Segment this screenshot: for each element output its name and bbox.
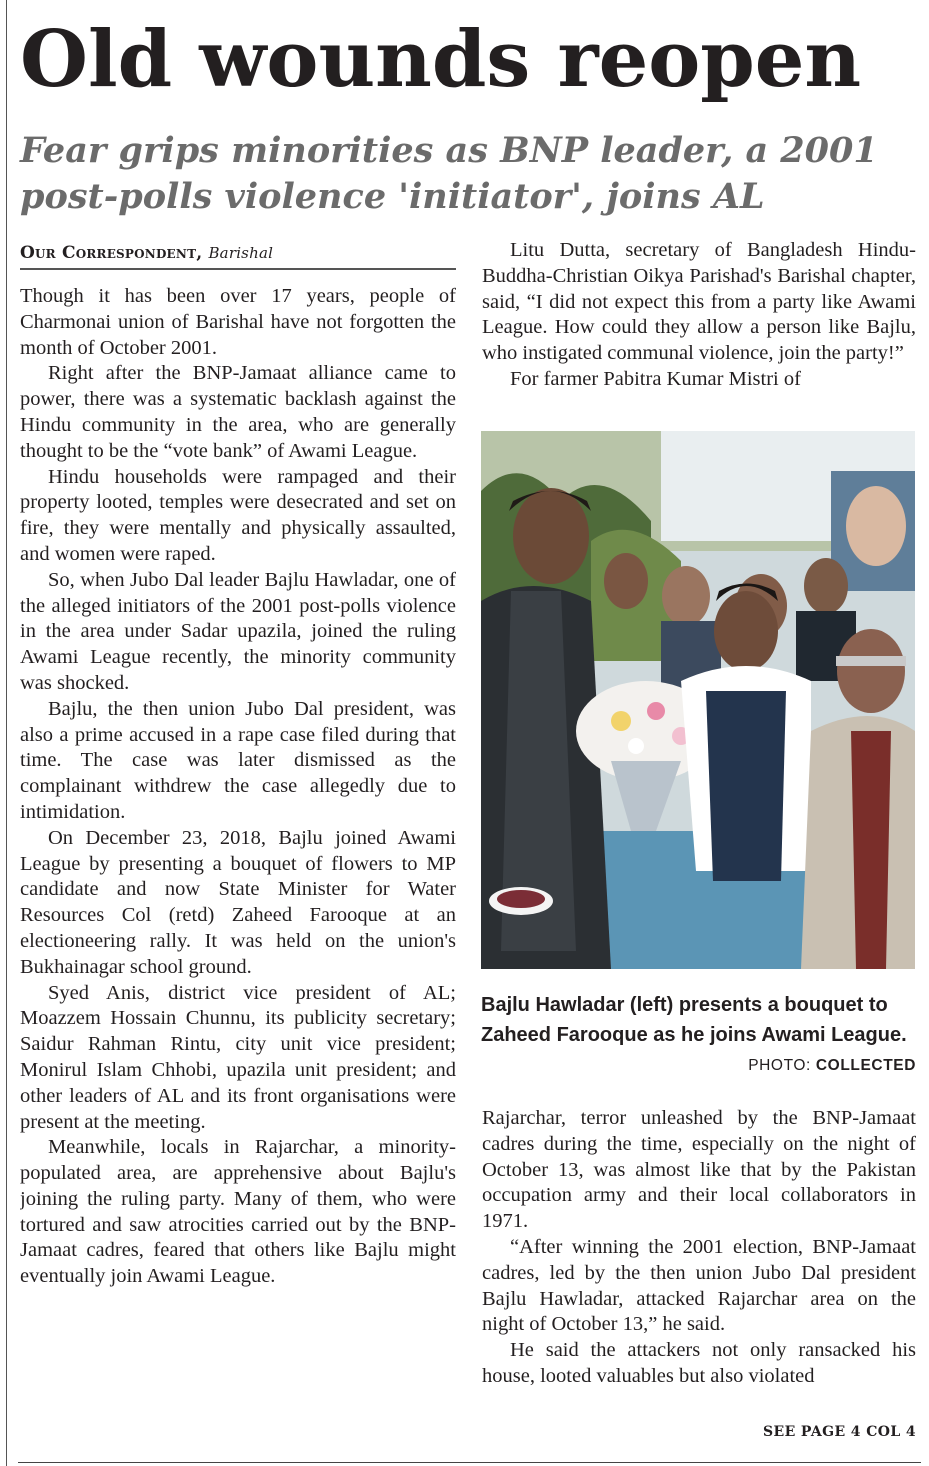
paragraph: Bajlu, the then union Jubo Dal president, was also a prime accused in a rape case filed during that time. The case was later dismissed as the complainant withdrew the case allegedly due to intimidation. [20,697,456,823]
byline-rule [20,268,456,270]
byline [20,242,456,264]
paragraph: Right after the BNP-Jamaat alliance came to power, there was a systematic backlash against the Hindu community in the area, who are generally thought to be the “vote bank” of Awami League. [20,362,456,462]
paragraph: Meanwhile, locals in Rajarchar, a minority-populated area, are apprehensive about Bajlu's joining the ruling party. Many of them, who were tortured and saw atrocities carried out by the BNP-Jamaat cadres, feared that others like Bajlu might eventually join Awami League. [20,1136,456,1288]
paragraph: For farmer Pabitra Kumar Mistri of [510,367,801,390]
paragraph: On December 23, 2018, Bajlu joined Awami League by presenting a bouquet of flowers to MP candidate and now State Minister for Water Resources Col (retd) Zaheed Farooque at an electioneering rally. It was held on the union's Bukhainagar school ground. [20,826,456,978]
photo-credit-source: COLLECTED [815,1057,916,1074]
left-column-rule [6,0,7,1466]
photo-caption: Bajlu Hawladar (left) presents a bouquet to Zaheed Farooque as he joins Awami League. [481,994,907,1046]
subheadline: Fear grips minorities as BNP leader, a 2001 post-polls violence 'initiator', joins AL [20,130,878,217]
byline-location: Barishal [208,244,274,262]
paragraph: “After winning the 2001 election, BNP-Jamaat cadres, led by the then union Jubo Dal president Bajlu Hawladar, attacked Rajarchar area on the night of October 13,” he said. [482,1235,916,1336]
headline: Old wounds reopen [20,14,862,105]
photo-illustration [481,431,915,969]
paragraph: Rajarchar, terror unleashed by the BNP-Jamaat cadres during the time, especially on the night of October 13, was almost like that by the Pakistan occupation army and their local collaborators in 1971. [482,1107,916,1233]
news-photo [481,431,915,969]
paragraph: Syed Anis, district vice president of AL; Moazzem Hossain Chunnu, its publicity secretary; Saidur Rahman Rintu, city unit vice president; Monirul Islam Chhobi, upazila unit president; and other leaders of AL and its front organisations were present at the meeting. [20,981,456,1133]
paragraph: So, when Jubo Dal leader Bajlu Hawladar, one of the alleged initiators of the 2001 post-polls violence in the area under Sadar upazila, joined the ruling Awami League recently, the minority community was shocked. [20,568,456,694]
paragraph: Though it has been over 17 years, people of Charmonai union of Barishal have not forgotten the month of October 2001. [20,285,456,359]
paragraph: Litu Dutta, secretary of Bangladesh Hindu-Buddha-Christian Oikya Parishad's Barishal chapter, said, “I did not expect this from a party like Awami League. How could they allow a person like Bajlu, who instigated communal violence, join the party!” [482,239,916,365]
left-column [20,284,456,1444]
paragraph: He said the attackers not only ransacked his house, looted valuables but also violated [482,1339,916,1387]
bottom-rule [18,1462,921,1463]
paragraph: Hindu households were rampaged and their property looted, temples were desecrated and set on fire, they were mentally and physically assaulted, and women were raped. [20,465,456,565]
byline-author: Our Correspondent, [20,243,203,263]
continuation-note: SEE PAGE 4 COL 4 [762,1424,916,1440]
right-column-top [482,238,916,420]
photo-credit-label: PHOTO: [748,1057,811,1074]
photo-credit [748,1056,916,1076]
right-column-bottom [482,1106,916,1422]
